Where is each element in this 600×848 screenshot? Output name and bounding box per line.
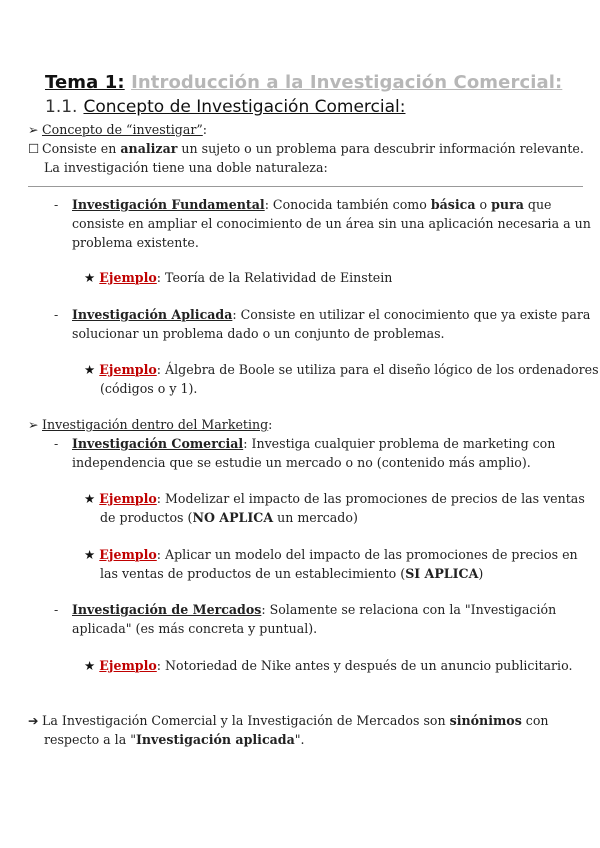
conclusion-line-1: ➔ La Investigación Comercial y la Investigación de Mercados son sinónimos con (28, 713, 549, 728)
comercial-example-2-line-2: las ventas de productos de un establecimiento (SI APLICA) (100, 566, 484, 581)
mercados-line-2: aplicada" (es más concreta y puntual). (72, 621, 318, 636)
comercial-line-1: - Investigación Comercial: Investiga cualquier problema de marketing con (54, 436, 556, 451)
aplicada-example-line-1: ★ Ejemplo: Álgebra de Boole se utiliza para el diseño lógico de los ordenadores (84, 362, 599, 377)
star-bullet-icon: ★ (84, 491, 96, 506)
title-main: Introducción a la Investigación Comercial: (131, 72, 563, 93)
dash-bullet: - (54, 307, 59, 322)
right-arrow-icon: ➔ (28, 713, 39, 728)
section-number: 1.1. (45, 97, 78, 117)
fundamental-line-2: consiste en ampliar el conocimiento de un área sin una aplicación necesaria a un (72, 216, 591, 231)
concept-heading: ➢ Concepto de “investigar”: (28, 122, 208, 137)
dash-bullet: - (54, 436, 59, 451)
mercados-example: ★ Ejemplo: Notoriedad de Nike antes y después de un anuncio publicitario. (84, 658, 573, 673)
arrowhead-bullet-icon: ➢ (28, 417, 39, 432)
star-bullet-icon: ★ (84, 547, 96, 562)
aplicada-line-2: solucionar un problema dado o un conjunto de problemas. (72, 326, 445, 341)
concept-line-2: La investigación tiene una doble naturaleza: (44, 160, 328, 175)
divider (28, 186, 583, 187)
comercial-example-2-line-1: ★ Ejemplo: Aplicar un modelo del impacto de las promociones de precios en (84, 547, 578, 562)
aplicada-example-line-2: (códigos o y 1). (100, 381, 198, 396)
comercial-example-1-line-1: ★ Ejemplo: Modelizar el impacto de las promociones de precios de las ventas (84, 491, 585, 506)
fundamental-line-1: - Investigación Fundamental: Conocida también como básica o pura que (54, 197, 552, 212)
star-bullet-icon: ★ (84, 658, 96, 673)
mercados-line-1: - Investigación de Mercados: Solamente se relaciona con la "Investigación (54, 602, 557, 617)
section-heading (45, 97, 405, 117)
page-title (45, 72, 562, 93)
checkbox-bullet-icon: ☐ (28, 141, 40, 156)
section-title: Concepto de Investigación Comercial: (83, 97, 406, 117)
arrowhead-bullet-icon: ➢ (28, 122, 39, 137)
concept-line-1: ☐ Consiste en analizar un sujeto o un problema para descubrir información relevante. (28, 141, 584, 156)
conclusion-line-2: respecto a la "Investigación aplicada". (44, 732, 305, 747)
star-bullet-icon: ★ (84, 270, 96, 285)
fundamental-line-3: problema existente. (72, 235, 199, 250)
aplicada-line-1: - Investigación Aplicada: Consiste en utilizar el conocimiento que ya existe para (54, 307, 591, 322)
marketing-heading: ➢ Investigación dentro del Marketing: (28, 417, 273, 432)
star-bullet-icon: ★ (84, 362, 96, 377)
dash-bullet: - (54, 197, 59, 212)
comercial-example-1-line-2: de productos (NO APLICA un mercado) (100, 510, 358, 525)
title-prefix: Tema 1: (45, 72, 125, 93)
dash-bullet: - (54, 602, 59, 617)
fundamental-example: ★ Ejemplo: Teoría de la Relatividad de Einstein (84, 270, 393, 285)
comercial-line-2: independencia que se estudie un mercado o no (contenido más amplio). (72, 455, 531, 470)
